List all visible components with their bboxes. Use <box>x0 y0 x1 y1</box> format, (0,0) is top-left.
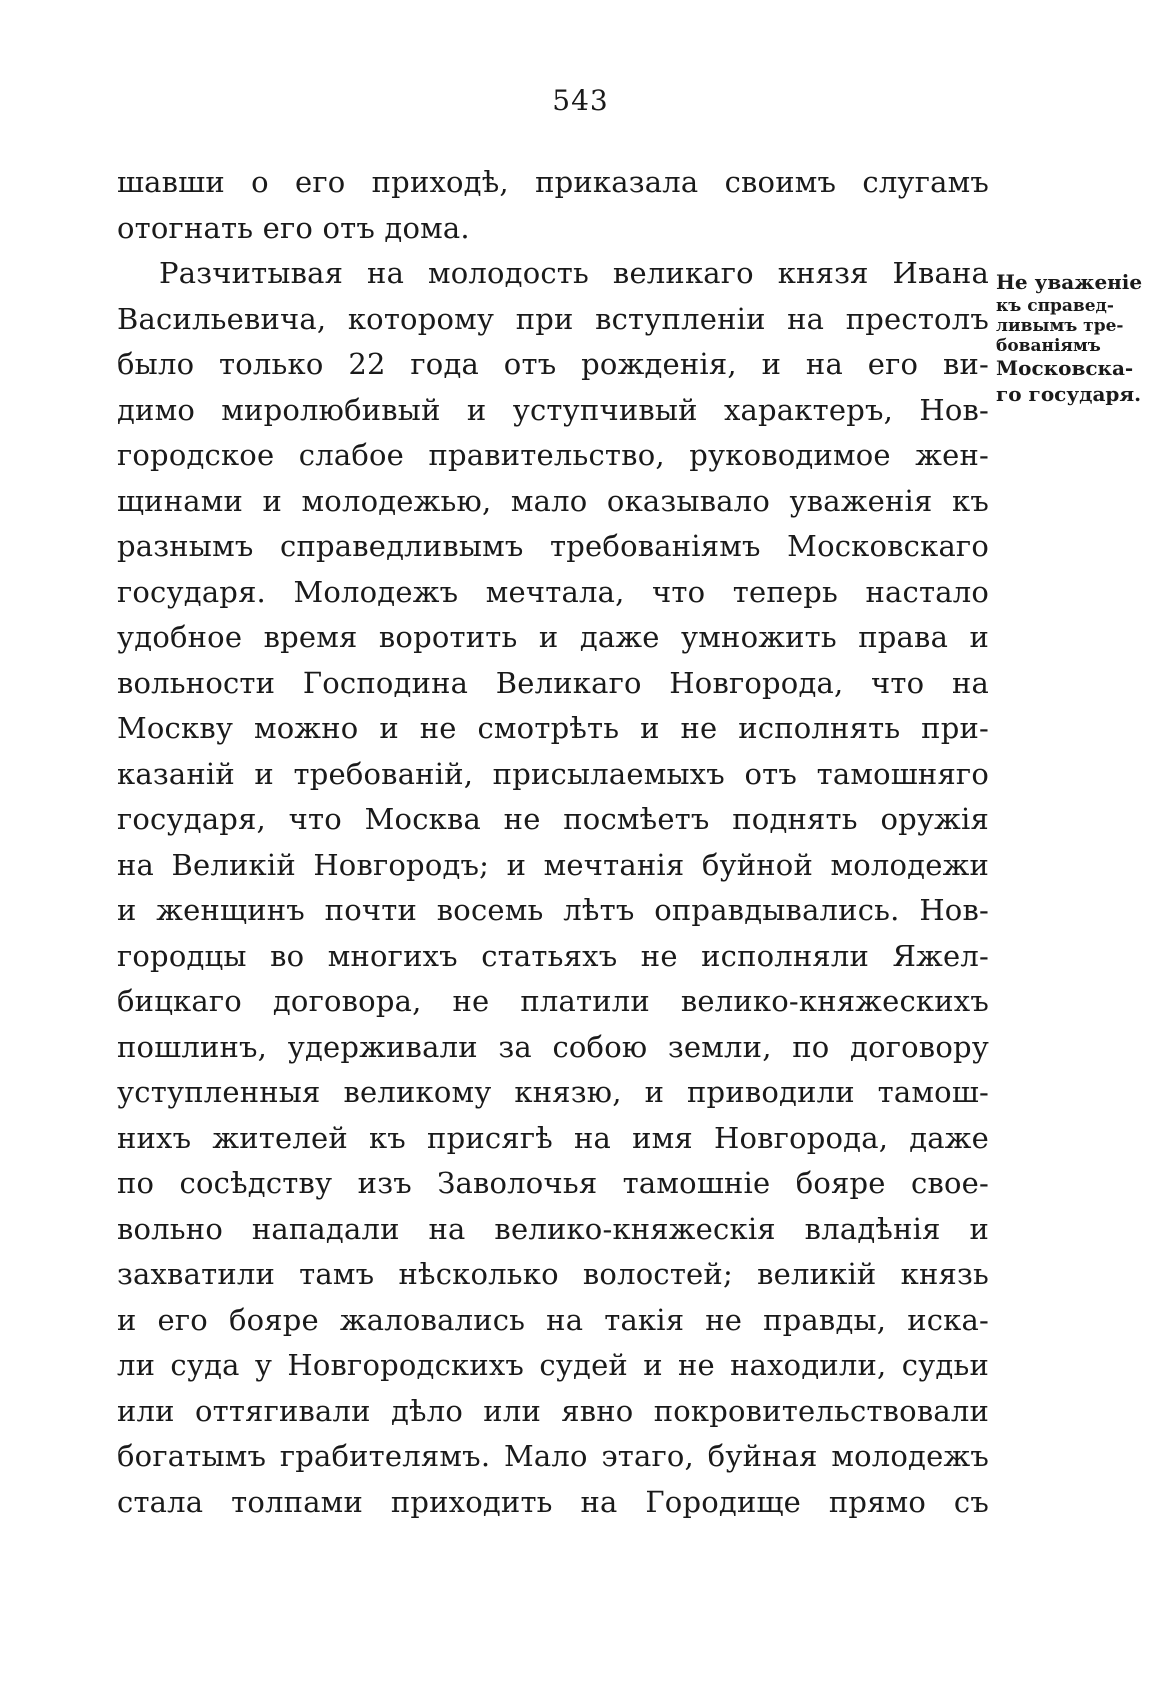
margin-note-line: ливымъ тре- <box>996 316 1124 336</box>
text-line: и женщинъ почти восемь лѣтъ оправдывались. Нов- <box>117 893 989 927</box>
text-line: шавши о его приходѣ, приказала своимъ слугамъ <box>117 165 989 199</box>
text-line: городское слабое правительство, руководимое жен- <box>117 438 989 472</box>
text-line: вольно нападали на велико-княжескія владѣнія и <box>117 1211 989 1246</box>
text-line: Москву можно и не смотрѣть и не исполнять при- <box>117 711 989 745</box>
text-line: государя, что Москва не посмѣетъ поднять оружія <box>117 802 989 836</box>
text-line: бицкаго договора, не платили велико-княжескихъ <box>117 984 989 1018</box>
text-line: пошлинъ, удерживали за собою земли, по договору <box>117 1029 989 1064</box>
text-line: казаній и требованій, присылаемыхъ отъ тамошняго <box>117 756 989 791</box>
text-line: нихъ жителей къ присягѣ на имя Новгорода, даже <box>117 1120 989 1155</box>
text-line: городцы во многихъ статьяхъ не исполняли Яжел- <box>117 938 989 973</box>
margin-note-line: бованіямъ <box>996 336 1101 356</box>
margin-note-line: къ справед- <box>996 296 1114 316</box>
text-line: Васильевича, которому при вступленіи на престолъ <box>117 301 989 336</box>
text-line: и его бояре жаловались на такія не правды, иска- <box>117 1302 989 1337</box>
margin-note-line: Московска- <box>996 356 1134 380</box>
text-line: разнымъ справедливымъ требованіямъ Московскаго <box>117 529 989 563</box>
margin-note <box>996 269 1150 407</box>
text-line: государя. Молодежъ мечтала, что теперь настало <box>117 574 989 609</box>
text-line: на Великій Новгородъ; и мечтанія буйной молодежи <box>117 847 989 882</box>
text-line: захватили тамъ нѣсколько волостей; великій князь <box>117 1257 989 1291</box>
text-line: димо миролюбивый и уступчивый характеръ, Нов- <box>117 392 989 427</box>
main-text-block <box>117 160 989 1525</box>
margin-note-line: Не уваженіе <box>996 270 1143 294</box>
text-line: было только 22 года отъ рожденія, и на его ви- <box>117 347 989 381</box>
text-line: стала толпами приходить на Городище прямо съ <box>117 1484 989 1519</box>
text-line: вольности Господина Великаго Новгорода, что на <box>117 665 989 700</box>
text-line: или оттягивали дѣло или явно покровительствовали <box>117 1393 989 1428</box>
page-number: 543 <box>552 84 609 117</box>
text-line: по сосѣдству изъ Заволочья тамошніе бояре свое- <box>117 1166 989 1200</box>
text-line: отогнать его отъ дома. <box>117 210 470 245</box>
text-line: Разчитывая на молодость великаго князя Ивана <box>159 256 989 290</box>
margin-note-line: го государя. <box>996 382 1142 406</box>
text-line: богатымъ грабителямъ. Мало этаго, буйная молодежъ <box>117 1439 989 1473</box>
text-line: удобное время воротить и даже умножить права и <box>117 620 989 654</box>
text-line: уступленныя великому князю, и приводили тамош- <box>117 1075 989 1109</box>
text-line: ли суда у Новгородскихъ судей и не находили, судьи <box>117 1348 989 1382</box>
text-line: щинами и молодежью, мало оказывало уваженія къ <box>117 483 989 518</box>
